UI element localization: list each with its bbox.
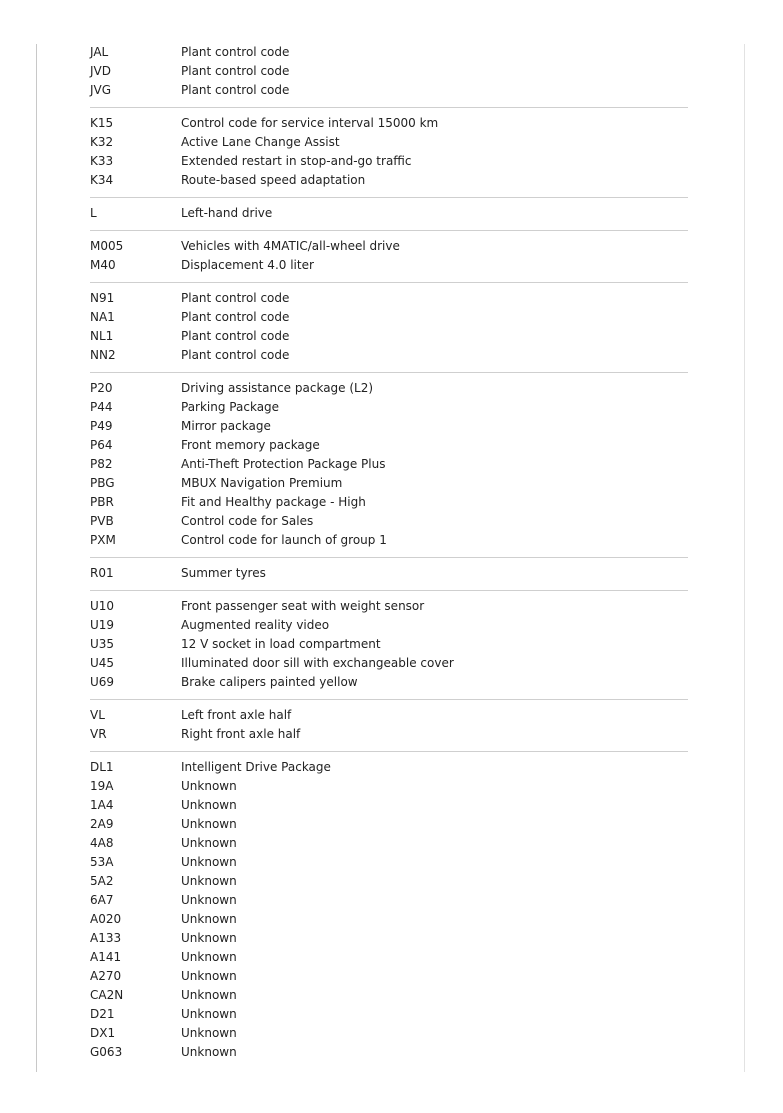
option-description: Displacement 4.0 liter: [181, 258, 314, 272]
option-code: K34: [90, 173, 114, 187]
code-row: [90, 204, 688, 223]
code-row: [90, 948, 688, 967]
option-code: DL1: [90, 760, 114, 774]
code-group: [90, 43, 688, 108]
option-description: Unknown: [181, 817, 237, 831]
option-description: Unknown: [181, 912, 237, 926]
option-description: Unknown: [181, 779, 237, 793]
option-description: 12 V socket in load compartment: [181, 637, 381, 651]
option-code: JAL: [90, 45, 109, 59]
code-row: [90, 152, 688, 171]
code-row: [90, 1043, 688, 1062]
option-code: PBG: [90, 476, 115, 490]
option-code: JVG: [90, 83, 112, 97]
code-row: [90, 796, 688, 815]
option-code: PVB: [90, 514, 114, 528]
option-description: Control code for service interval 15000 km: [181, 116, 439, 130]
option-code: JVD: [90, 64, 111, 78]
option-code: 4A8: [90, 836, 114, 850]
option-description: Unknown: [181, 931, 237, 945]
option-description: Right front axle half: [181, 727, 301, 741]
option-code: P82: [90, 457, 113, 471]
code-row: [90, 673, 688, 692]
code-row: [90, 929, 688, 948]
code-row: [90, 346, 688, 365]
option-description: Unknown: [181, 874, 237, 888]
code-row: [90, 81, 688, 100]
option-description: Fit and Healthy package - High: [181, 495, 366, 509]
option-code: DX1: [90, 1026, 116, 1040]
code-row: [90, 834, 688, 853]
code-row: [90, 910, 688, 929]
code-row: [90, 758, 688, 777]
code-row: [90, 986, 688, 1005]
option-code: 5A2: [90, 874, 114, 888]
option-description: Control code for launch of group 1: [181, 533, 387, 547]
code-row: [90, 256, 688, 275]
option-code: G063: [90, 1045, 123, 1059]
option-description: Left front axle half: [181, 708, 292, 722]
code-row: [90, 512, 688, 531]
option-code: NN2: [90, 348, 116, 362]
option-code: K15: [90, 116, 114, 130]
code-row: [90, 62, 688, 81]
code-row: [90, 114, 688, 133]
code-row: [90, 327, 688, 346]
option-code: A141: [90, 950, 122, 964]
option-code: 2A9: [90, 817, 114, 831]
option-code: P49: [90, 419, 113, 433]
code-row: [90, 616, 688, 635]
code-row: [90, 531, 688, 550]
code-row: [90, 237, 688, 256]
option-code: 6A7: [90, 893, 114, 907]
code-group: [90, 597, 688, 700]
option-description: Augmented reality video: [181, 618, 330, 632]
code-row: [90, 379, 688, 398]
option-description: Unknown: [181, 893, 237, 907]
code-row: [90, 171, 688, 190]
option-code: P20: [90, 381, 113, 395]
option-code: U19: [90, 618, 115, 632]
option-code: K32: [90, 135, 114, 149]
code-row: [90, 564, 688, 583]
option-description: Unknown: [181, 969, 237, 983]
option-code: NA1: [90, 310, 115, 324]
option-description: Brake calipers painted yellow: [181, 675, 358, 689]
code-row: [90, 654, 688, 673]
option-description: Summer tyres: [181, 566, 266, 580]
option-code: A020: [90, 912, 122, 926]
option-description: Mirror package: [181, 419, 271, 433]
option-code: P44: [90, 400, 113, 414]
code-group: [90, 114, 688, 198]
code-row: [90, 133, 688, 152]
option-code: A270: [90, 969, 122, 983]
option-code: 1A4: [90, 798, 114, 812]
option-code: N91: [90, 291, 115, 305]
option-code: K33: [90, 154, 114, 168]
option-description: Unknown: [181, 836, 237, 850]
code-row: [90, 967, 688, 986]
code-row: [90, 417, 688, 436]
option-description: Front memory package: [181, 438, 320, 452]
option-description: Unknown: [181, 798, 237, 812]
option-description: Plant control code: [181, 83, 290, 97]
code-row: [90, 635, 688, 654]
code-row: [90, 853, 688, 872]
option-description: Active Lane Change Assist: [181, 135, 340, 149]
option-description: Unknown: [181, 950, 237, 964]
option-code: 19A: [90, 779, 114, 793]
option-code: U10: [90, 599, 115, 613]
code-group: [90, 379, 688, 558]
option-code: U69: [90, 675, 115, 689]
option-description: Extended restart in stop-and-go traffic: [181, 154, 412, 168]
code-group: [90, 289, 688, 373]
code-row: [90, 289, 688, 308]
option-description: Illuminated door sill with exchangeable cover: [181, 656, 454, 670]
option-code: P64: [90, 438, 113, 452]
option-code-list: [90, 43, 688, 1075]
option-description: Plant control code: [181, 64, 290, 78]
code-row: [90, 455, 688, 474]
option-description: Driving assistance package (L2): [181, 381, 374, 395]
option-description: Unknown: [181, 855, 237, 869]
code-row: [90, 474, 688, 493]
code-row: [90, 872, 688, 891]
option-description: Parking Package: [181, 400, 280, 414]
option-description: MBUX Navigation Premium: [181, 476, 343, 490]
option-description: Vehicles with 4MATIC/all-wheel drive: [181, 239, 400, 253]
option-description: Control code for Sales: [181, 514, 314, 528]
code-group: [90, 758, 688, 1069]
code-group: [90, 706, 688, 752]
option-description: Plant control code: [181, 348, 290, 362]
option-code: M40: [90, 258, 116, 272]
code-row: [90, 1005, 688, 1024]
option-code: NL1: [90, 329, 114, 343]
option-code: CA2N: [90, 988, 124, 1002]
code-row: [90, 308, 688, 327]
code-row: [90, 891, 688, 910]
option-description: Unknown: [181, 988, 237, 1002]
option-code: PBR: [90, 495, 114, 509]
code-group: [90, 564, 688, 591]
page-right-border: [744, 44, 745, 1072]
code-group: [90, 237, 688, 283]
option-description: Left-hand drive: [181, 206, 273, 220]
option-description: Plant control code: [181, 45, 290, 59]
option-code: VL: [90, 708, 105, 722]
option-description: Route-based speed adaptation: [181, 173, 366, 187]
option-description: Plant control code: [181, 310, 290, 324]
option-code: A133: [90, 931, 122, 945]
code-row: [90, 1024, 688, 1043]
code-row: [90, 43, 688, 62]
code-row: [90, 777, 688, 796]
option-code: VR: [90, 727, 107, 741]
code-row: [90, 597, 688, 616]
option-code: L: [90, 206, 97, 220]
option-description: Front passenger seat with weight sensor: [181, 599, 425, 613]
option-description: Unknown: [181, 1007, 237, 1021]
option-description: Anti-Theft Protection Package Plus: [181, 457, 386, 471]
code-row: [90, 815, 688, 834]
code-row: [90, 493, 688, 512]
option-code: PXM: [90, 533, 116, 547]
option-description: Intelligent Drive Package: [181, 760, 331, 774]
code-group: [90, 204, 688, 231]
option-code: U35: [90, 637, 115, 651]
option-description: Unknown: [181, 1045, 237, 1059]
code-row: [90, 436, 688, 455]
code-row: [90, 706, 688, 725]
option-code: 53A: [90, 855, 114, 869]
code-row: [90, 398, 688, 417]
option-code: R01: [90, 566, 114, 580]
option-code: D21: [90, 1007, 115, 1021]
code-row: [90, 725, 688, 744]
option-description: Unknown: [181, 1026, 237, 1040]
option-description: Plant control code: [181, 291, 290, 305]
option-code: M005: [90, 239, 124, 253]
option-code: U45: [90, 656, 115, 670]
option-description: Plant control code: [181, 329, 290, 343]
